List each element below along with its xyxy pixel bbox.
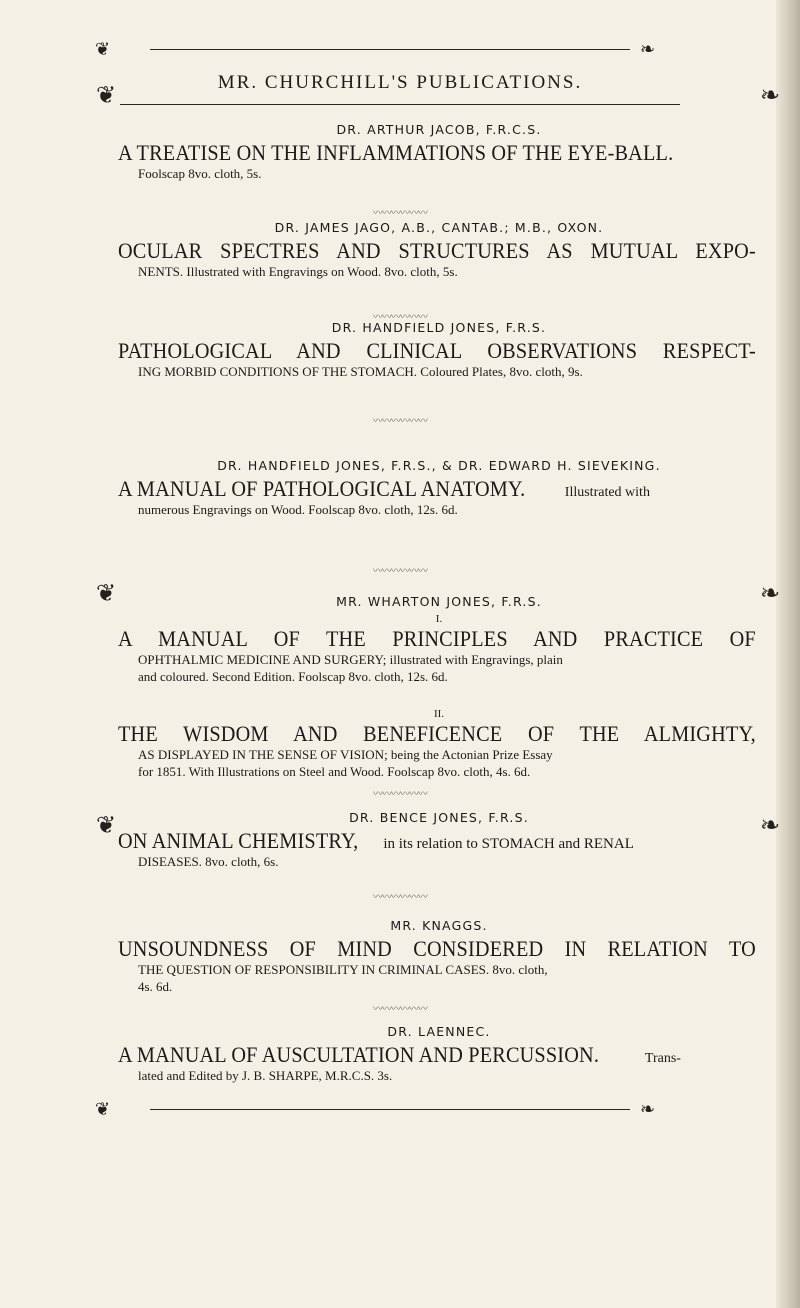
entry-details-line-2: for 1851. With Illustrations on Steel and Wood. Foolscap 8vo. cloth, 4s. 6d. (138, 764, 531, 779)
entry-wharton-jones-1 (118, 594, 760, 685)
entry-title-tail: Trans- (644, 1051, 681, 1066)
page-header: MR. CHURCHILL'S PUBLICATIONS. (217, 72, 583, 93)
entry-title: A MANUAL OF AUSCULTATION AND PERCUSSION. (118, 1042, 600, 1067)
entry-author: MR. KNAGGS. (390, 918, 488, 933)
left-mid-ornament-icon: ❦ (96, 581, 117, 607)
entry-details: NENTS. Illustrated with Engravings on Wood. 8vo. cloth, 5s. (138, 264, 458, 279)
entry-title: A MANUAL OF THE PRINCIPLES AND PRACTICE OF (118, 626, 756, 651)
wave-separator: 〰〰〰〰〰〰 (373, 416, 427, 427)
corner-ornament-top-right-icon: ❧ (640, 39, 656, 59)
entry-title: OCULAR SPECTRES AND STRUCTURES AS MUTUAL EXPO- (118, 238, 756, 263)
entry-author: DR. HANDFIELD JONES, F.R.S., & DR. EDWARD H. SIEVEKING. (217, 458, 661, 473)
bottom-rule (150, 1109, 630, 1110)
wave-separator: 〰〰〰〰〰〰 (373, 208, 427, 219)
header-underline (120, 104, 680, 105)
entry-title-tail: Illustrated with (564, 485, 650, 500)
entry-bence-jones (118, 810, 760, 870)
entry-details: DISEASES. 8vo. cloth, 6s. (138, 854, 279, 869)
entry-details: lated and Edited by J. B. SHARPE, M.R.C.S. 3s. (138, 1068, 393, 1083)
right-mid-ornament-icon: ❧ (760, 581, 781, 607)
wave-separator: 〰〰〰〰〰〰 (373, 789, 427, 800)
entry-author: DR. LAENNEC. (387, 1024, 491, 1039)
entry-details-line-1: THE QUESTION OF RESPONSIBILITY IN CRIMINAL CASES. 8vo. cloth, (138, 962, 548, 977)
entry-details-line-1: AS DISPLAYED IN THE SENSE OF VISION; being the Actonian Prize Essay (138, 747, 553, 762)
right-border-ornament-icon: ❧ (760, 83, 781, 109)
entry-title: UNSOUNDNESS OF MIND CONSIDERED IN RELATION TO (118, 936, 756, 961)
entry-title: THE WISDOM AND BENEFICENCE OF THE ALMIGHTY, (118, 721, 756, 746)
entry-details-line-2: and coloured. Second Edition. Foolscap 8vo. cloth, 12s. 6d. (138, 669, 448, 684)
entry-number: II. (433, 708, 445, 720)
corner-ornament-bottom-left-icon: ❦ (95, 1099, 111, 1119)
entry-handfield-sieveking (118, 458, 760, 518)
entry-author: DR. ARTHUR JACOB, F.R.C.S. (336, 122, 542, 137)
entry-title: A MANUAL OF PATHOLOGICAL ANATOMY. (118, 476, 526, 501)
left-border-ornament-icon: ❦ (96, 83, 117, 109)
entry-knaggs (118, 918, 760, 995)
entry-number: I. (435, 613, 443, 625)
entry-details-line-1: OPHTHALMIC MEDICINE AND SURGERY; illustrated with Engravings, plain (138, 652, 563, 667)
corner-ornament-bottom-right-icon: ❧ (640, 1099, 656, 1119)
entry-details: ING MORBID CONDITIONS OF THE STOMACH. Coloured Plates, 8vo. cloth, 9s. (138, 364, 583, 379)
top-rule (150, 49, 630, 50)
right-bottom-ornament-icon: ❧ (760, 813, 781, 839)
entry-title: A TREATISE ON THE INFLAMMATIONS OF THE EYE-BALL. (118, 140, 674, 165)
entry-author: DR. BENCE JONES, F.R.S. (349, 810, 529, 825)
wave-separator: 〰〰〰〰〰〰 (373, 312, 427, 323)
entry-title-tail: in its relation to STOMACH and RENAL (383, 836, 634, 852)
entry-jacob (118, 122, 760, 182)
wave-separator: 〰〰〰〰〰〰 (373, 892, 427, 903)
corner-ornament-top-left-icon: ❦ (95, 39, 111, 59)
left-bottom-ornament-icon: ❦ (96, 813, 117, 839)
entry-wharton-jones-2 (118, 706, 760, 780)
entry-jago (118, 220, 760, 280)
entry-details-line-2: 4s. 6d. (138, 979, 173, 994)
entry-laennec (118, 1024, 760, 1084)
entry-title: ON ANIMAL CHEMISTRY, (118, 828, 359, 853)
page-edge (776, 0, 800, 1308)
entry-author: DR. HANDFIELD JONES, F.R.S. (331, 320, 547, 335)
entry-handfield-jones (118, 320, 760, 380)
entry-details: numerous Engravings on Wood. Foolscap 8vo. cloth, 12s. 6d. (138, 502, 458, 517)
entry-details: Foolscap 8vo. cloth, 5s. (138, 166, 262, 181)
wave-separator: 〰〰〰〰〰〰 (373, 566, 427, 577)
entry-title: PATHOLOGICAL AND CLINICAL OBSERVATIONS RESPECT- (118, 338, 756, 363)
entry-author: DR. JAMES JAGO, A.B., CANTAB.; M.B., OXON. (274, 220, 604, 235)
wave-separator: 〰〰〰〰〰〰 (373, 1004, 427, 1015)
entry-author: MR. WHARTON JONES, F.R.S. (336, 594, 542, 609)
